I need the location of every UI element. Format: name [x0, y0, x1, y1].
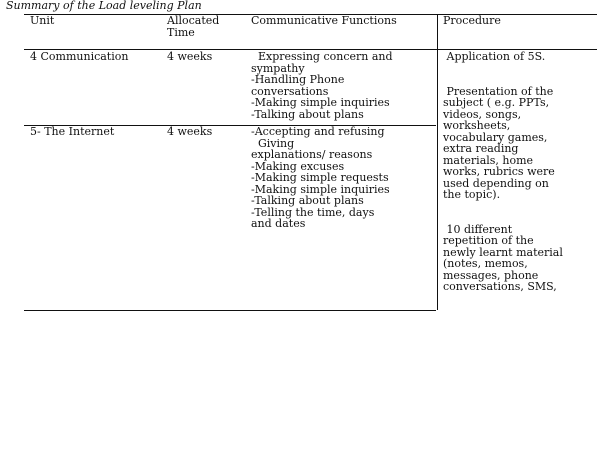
- header-time-line1: Allocated: [167, 14, 220, 27]
- header-unit: Unit: [30, 14, 55, 27]
- table-caption: Summary of the Load leveling Plan: [6, 0, 202, 12]
- bottom-rule: [24, 310, 436, 311]
- row2-unit: 5- The Internet: [30, 125, 115, 138]
- row2-time: 4 weeks: [167, 125, 213, 138]
- row2-functions: -Accepting and refusing Giving explanations/ reasons -Making excuses -Making simple requests -Making simple inquiries -Talking about plans -Telling the time, days and dates: [251, 125, 390, 230]
- header-procedure: Procedure: [443, 14, 501, 27]
- row1-unit: 4 Communication: [30, 50, 129, 63]
- row1-time: 4 weeks: [167, 50, 213, 63]
- header-functions: Communicative Functions: [251, 14, 397, 27]
- row1-functions: Expressing concern and sympathy -Handling Phone conversations -Making simple inquiries -Talking about plans: [251, 50, 393, 121]
- header-time-line2: Time: [167, 26, 195, 39]
- procedure-column-divider: [437, 14, 438, 310]
- procedure-text: Application of 5S. Presentation of the subject ( e.g. PPTs, videos, songs, worksheets, vocabulary games, extra reading materials, home works, rubrics were used depending on the topic). 10 different repetition of the newly learnt material (notes, memos, messages, phone conversations, SMS,: [443, 50, 563, 293]
